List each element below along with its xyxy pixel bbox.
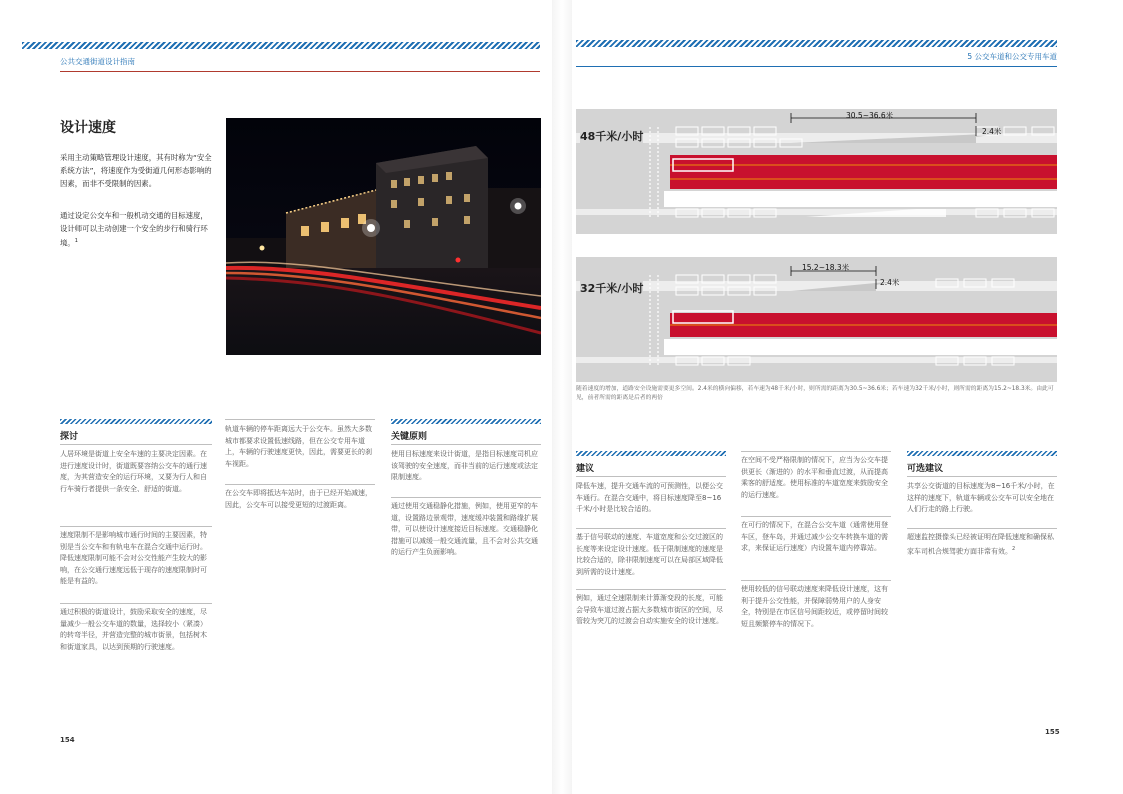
discussion-paragraph-1: 人居环境是街道上安全车速的主要决定因素。在进行速度设计时，街道既要容纳公交车的通行速度，为其营造安全的运行环境，又要为行人和自行车骑行者提供一条安全、舒适的街道。 xyxy=(60,450,207,493)
recommend-paragraph-1: 降低车速，提升交通车流的可预测性，以便公交车通行。在混合交通中，将目标速度降至8~16千米/小时是比较合适的。 xyxy=(576,482,723,513)
header-hatch-bar xyxy=(22,42,540,49)
header-rule xyxy=(60,71,540,72)
distance-label-32: 15.2~18.3米 xyxy=(802,263,850,272)
speed-label-48: 48千米/小时 xyxy=(580,130,644,143)
principles-heading: 关键原则 xyxy=(391,432,428,442)
col2-top-rule xyxy=(225,419,375,420)
page-title: 设计速度 xyxy=(60,120,116,136)
footnote-ref-1: 1 xyxy=(74,238,78,244)
right-col2-paragraph-3: 使用较低的信号联动速度来降低设计速度，这有利于提升公交性能，并保障弱势用户的人身安全，特别是在市区信号间距较近，或停留时间较短且频繁停车的情况下。 xyxy=(741,585,888,628)
footnote-ref-2: 2 xyxy=(1012,545,1016,552)
principles-paragraph-2: 通过使用交通稳静化措施，例如，使用更窄的车道，设置路边景观带，速度缓冲装置和路缘扩展带，可以使设计速度接近目标速度。交通稳静化措施可以减缓一般交通流量，且不会对公共交通的运行产生负面影响。 xyxy=(391,502,538,556)
right-col2-top-rule xyxy=(741,451,891,452)
right-col2-divider-2 xyxy=(741,580,891,581)
optional-rule xyxy=(907,476,1057,477)
distance-label-48: 30.5~36.6米 xyxy=(846,111,894,120)
recommend-paragraph-3: 例如，通过全速限制来计算渐变段的长度，可能会导致车道过渡占据大多数城市街区的空间，尽管较为突兀的过渡会自动实施安全的设计速度。 xyxy=(576,594,723,625)
discussion-rule xyxy=(60,444,212,445)
offset-label-48: 2.4米 xyxy=(982,127,1002,136)
intro-paragraph-1: 采用主动策略管理设计速度，其有时称为“安全系统方法”，将速度作为受街道几何形态影响的因素，而非不受限制的因素。 xyxy=(60,153,212,188)
diagram-caption: 随着速度的增加，道路安全设施需要更多空间。2.4米的横向偏移，若车速为48千米/小时，则所需的距离为30.5~36.6米；若车速为32千米/小时，则所需的距离为15.2~18.3米。由此可见，前者所需的距离是后者的两倍 xyxy=(576,386,1054,401)
discussion-paragraph-2: 速度限制不是影响城市通行时间的主要因素，特别是当公交车和有轨电车在混合交通中运行时。降低速度限制可能不会对公交性能产生较大的影响，在公交通行速度远低于现存的速度限制时可能是有益的。 xyxy=(60,531,207,585)
discussion-divider-1 xyxy=(60,526,212,527)
page-gutter xyxy=(552,0,572,794)
recommend-divider-1 xyxy=(576,528,726,529)
recommend-divider-2 xyxy=(576,589,726,590)
left-col2-paragraph-1: 轨道车辆的停车距离远大于公交车。虽然大多数城市都要求设置低速线路，但在公交专用车道上，车辆的行驶速度更快，因此，需要更长的刹车视距。 xyxy=(225,425,372,468)
left-page-number: 154 xyxy=(60,736,75,744)
principles-paragraph-1: 使用目标速度来设计街道，是指目标速度司机应该驾驶的安全速度，而非当前的运行速度或法定限制速度。 xyxy=(391,450,538,481)
intro-paragraph-2-text: 通过设定公交车和一般机动交通的目标速度，设计师可以主动创建一个安全的步行和骑行环境。 xyxy=(60,211,208,248)
discussion-divider-2 xyxy=(60,603,212,604)
recommend-paragraph-2: 基于信号联动的速度、车道宽度和公交过渡区的长度等来设定设计速度。低于限制速度的速度是比较合适的，除非限制速度可以在局部区域降低到所需的设计速度。 xyxy=(576,533,723,576)
diagram-32kmh-drawing xyxy=(576,257,1057,382)
left-running-header: 公共交通街道设计指南 xyxy=(60,57,135,66)
principles-divider xyxy=(391,497,541,498)
principles-rule xyxy=(391,444,541,445)
left-col2-paragraph-2: 在公交车即将抵达车站时，由于已经开始减速，因此，公交车可以接受更短的过渡距离。 xyxy=(225,489,372,509)
right-col2-paragraph-2: 在可行的情况下，在混合公交车道（通常使用登车区，登车岛，并通过减少公交车转换车道的需求，来保证运行速度）内设置车道内停靠站。 xyxy=(741,521,888,552)
right-page-number: 155 xyxy=(1045,728,1060,736)
right-header-hatch-bar xyxy=(576,40,1057,47)
right-col2-paragraph-1: 在空间不受严格限制的情况下，应当为公交车提供更长（渐进的）的水平和垂直过渡，从而提高乘客的舒适度。使用标准的车道宽度来鼓励安全的运行速度。 xyxy=(741,456,888,499)
intro-paragraph-2 xyxy=(60,209,212,249)
right-running-header: 5 公交车道和公交专用车道 xyxy=(967,52,1057,61)
diagram-32kmh xyxy=(576,257,1057,382)
optional-divider xyxy=(907,528,1057,529)
night-street-illustration xyxy=(226,118,541,355)
recommend-rule xyxy=(576,476,726,477)
optional-paragraph-1: 共享公交街道的目标速度为8~16千米/小时，在这样的速度下，轨道车辆或公交车可以安全地在人们行走的路上行驶。 xyxy=(907,482,1055,513)
right-col2-divider-1 xyxy=(741,516,891,517)
night-street-photo xyxy=(226,118,541,355)
optional-hatch xyxy=(907,451,1057,456)
discussion-heading: 探讨 xyxy=(60,432,79,442)
optional-paragraph-2-text: 超速监控摄像头已经被证明在降低速度和确保私家车司机合规驾驶方面非常有效。 xyxy=(907,533,1054,555)
discussion-hatch xyxy=(60,419,212,424)
recommend-heading: 建议 xyxy=(576,464,595,474)
col2-divider xyxy=(225,484,375,485)
right-header-rule xyxy=(576,66,1057,67)
optional-heading: 可选建议 xyxy=(907,464,944,474)
optional-paragraph-2 xyxy=(907,532,1059,557)
offset-label-32: 2.4米 xyxy=(880,278,900,287)
discussion-paragraph-3: 通过积极的街道设计，鼓励采取安全的速度，尽量减少一般公交车道的数量，选择较小（紧凑）的转弯半径，并营造完整的城市街景，包括树木和街道家具，以达到预期的行驶速度。 xyxy=(60,608,207,651)
speed-label-32: 32千米/小时 xyxy=(580,282,644,295)
principles-hatch xyxy=(391,419,541,424)
recommend-hatch xyxy=(576,451,726,456)
